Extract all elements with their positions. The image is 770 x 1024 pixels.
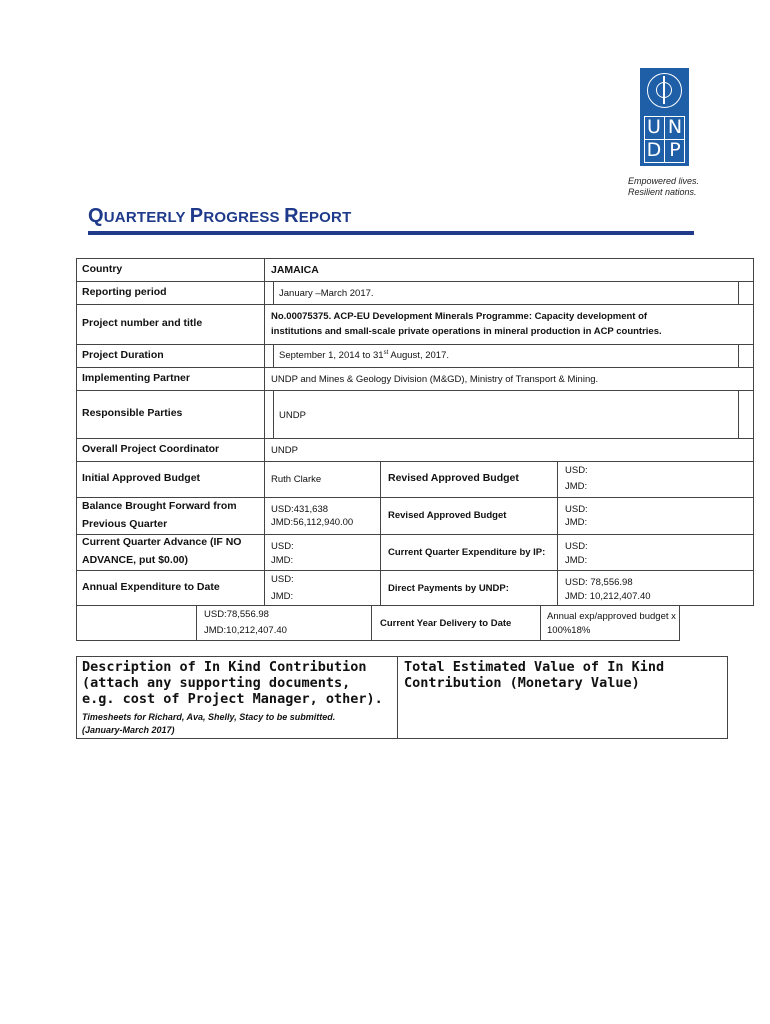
logo-letter-d: D [646,139,662,161]
logo-letter-n: N [667,116,683,138]
ip-expenditure-jmd: JMD: [565,555,588,566]
coordinator-value: UNDP [271,445,298,456]
in-kind-value-heading: Total Estimated Value of In Kind Contribution (Monetary Value) [404,659,665,691]
advance-label-line-2: ADVANCE, put $0.00) [82,554,188,566]
direct-payments-label: Direct Payments by UNDP: [388,583,509,594]
advance-label-line-1: Current Quarter Advance (IF NO [82,536,242,548]
logo-letter-u: U [647,116,661,138]
coordinator-label: Overall Project Coordinator [82,443,220,455]
in-kind-note: Timesheets for Richard, Ava, Shelly, Stacy to be submitted. (January-March 2017) [82,712,336,735]
implementing-partner-value: UNDP and Mines & Geology Division (M&GD), Ministry of Transport & Mining. [271,374,599,385]
revised-budget-jmd-2: JMD: [565,517,588,528]
annual-expenditure-jmd: JMD: [271,591,294,602]
revised-budget-label: Revised Approved Budget [388,472,519,484]
un-emblem-icon [647,73,682,108]
implementing-partner-label: Implementing Partner [82,372,190,384]
project-label: Project number and title [82,317,203,329]
page-title: QUARTERLY PROGRESS REPORT [88,205,352,227]
in-kind-description-heading: Description of In Kind Contribution (attach any supporting documents, e.g. cost of Project Manager, other). [82,659,383,707]
responsible-parties-value: UNDP [279,410,306,421]
ip-expenditure-label: Current Quarter Expenditure by IP: [388,547,546,558]
balance-label-line-1: Balance Brought Forward from [82,500,237,512]
initial-budget-label: Initial Approved Budget [82,472,201,484]
current-year-delivery-label: Current Year Delivery to Date [380,618,512,629]
logo-letter-p: P [669,139,681,161]
balance-jmd: JMD:56,112,940.00 [271,517,354,528]
revised-budget-usd: USD: [565,465,588,476]
budget-ratio-line-2: 100%18% [547,625,591,636]
current-year-usd: USD:78,556.98 [204,609,269,620]
annual-expenditure-label: Annual Expenditure to Date [82,581,220,593]
initial-budget-value: Ruth Clarke [271,474,322,485]
direct-payments-jmd: JMD: 10,212,407.40 [565,591,651,602]
revised-budget-usd-2: USD: [565,504,588,515]
balance-usd: USD:431,638 [271,504,329,515]
revised-budget-label-2: Revised Approved Budget [388,510,507,521]
budget-ratio-line-1: Annual exp/approved budget x [547,611,676,622]
undp-logo [640,68,689,166]
project-value-line-1: No.00075375. ACP-EU Development Minerals Programme: Capacity development of [271,311,648,322]
title-rule [88,231,694,235]
advance-usd: USD: [271,541,294,552]
responsible-parties-label: Responsible Parties [82,407,183,419]
project-duration-value: September 1, 2014 to 31st August, 2017. [279,350,449,362]
ip-expenditure-usd: USD: [565,541,588,552]
annual-expenditure-usd: USD: [271,574,294,585]
advance-jmd: JMD: [271,555,294,566]
logo-tagline: Empowered lives. Resilient nations. [628,176,700,197]
reporting-period-value: January –March 2017. [279,288,374,299]
current-year-jmd: JMD:10,212,407.40 [204,625,287,636]
project-duration-label: Project Duration [82,349,164,361]
country-label: Country [82,263,123,275]
balance-label-line-2: Previous Quarter [82,518,168,530]
reporting-period-label: Reporting period [82,286,167,298]
revised-budget-jmd: JMD: [565,481,588,492]
country-value: JAMAICA [271,264,319,276]
direct-payments-usd: USD: 78,556.98 [565,577,633,588]
project-value-line-2: institutions and small-scale private operations in mineral production in ACP countries. [271,326,662,337]
